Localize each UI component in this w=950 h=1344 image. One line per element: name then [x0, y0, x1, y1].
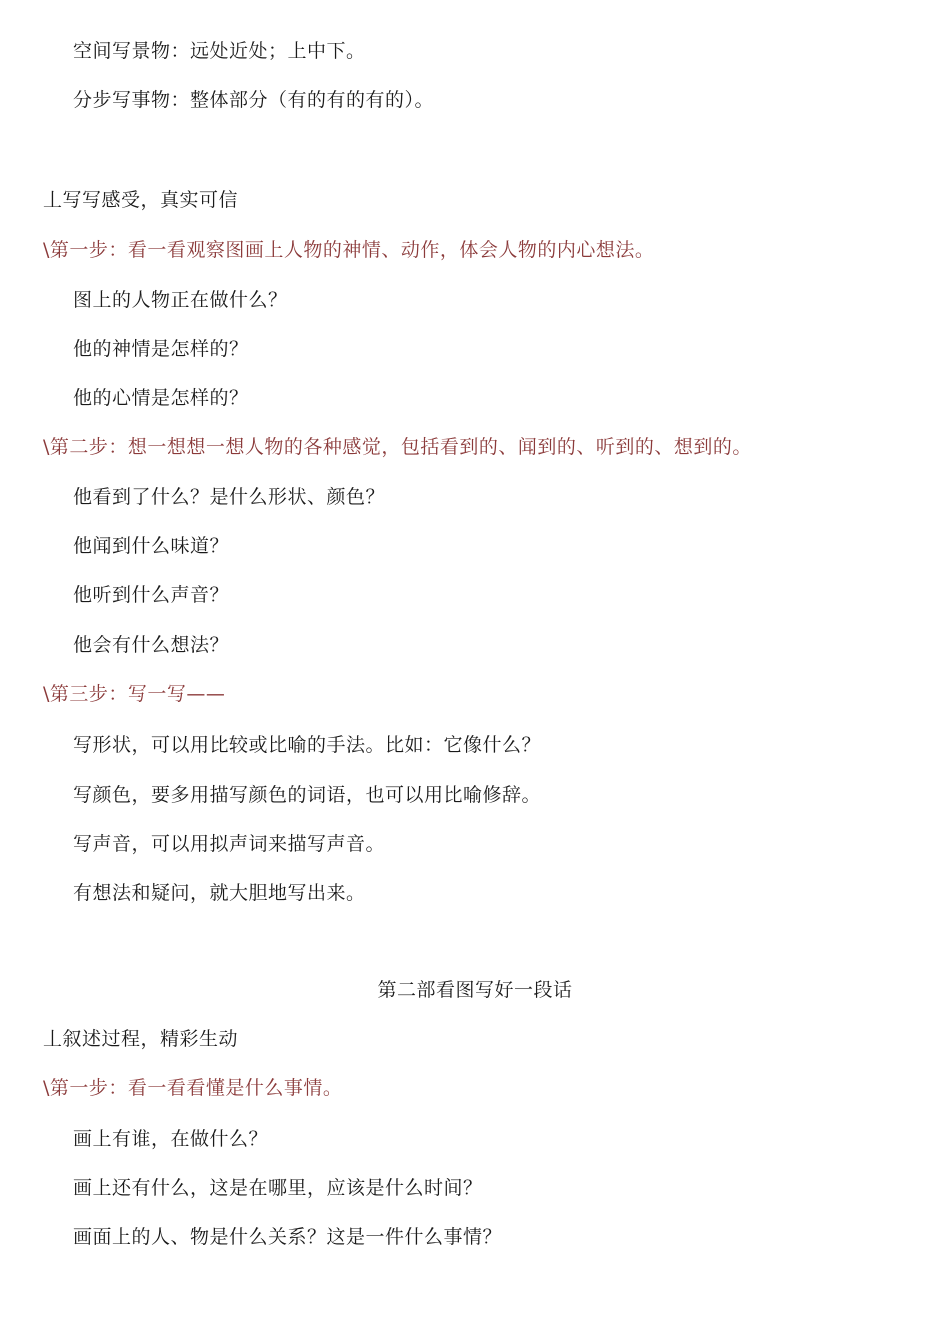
body-line: 画上还有什么，这是在哪里，应该是什么时间？: [73, 1177, 483, 1199]
body-line: 他的神情是怎样的？: [73, 338, 249, 360]
body-line: 他听到什么声音？: [73, 584, 230, 606]
section-heading: 丄写写感受，真实可信: [43, 189, 239, 211]
step-heading: \第一步：看一看观察图画上人物的神情、动作，体会人物的内心想法。: [43, 239, 655, 261]
body-line: 空间写景物：远处近处；上中下。: [73, 40, 366, 62]
section-heading: 丄叙述过程，精彩生动: [43, 1028, 239, 1050]
body-line: 图上的人物正在做什么？: [73, 289, 288, 311]
body-line: 分步写事物：整体部分（有的有的有的）。: [73, 89, 435, 111]
step-heading: \第一步：看一看看懂是什么事情。: [43, 1077, 343, 1099]
body-line: 画面上的人、物是什么关系？这是一件什么事情？: [73, 1226, 503, 1248]
body-line: 他看到了什么？是什么形状、颜色？: [73, 486, 386, 508]
body-line: 画上有谁，在做什么？: [73, 1128, 269, 1150]
body-line: 写颜色，要多用描写颜色的词语，也可以用比喻修辞。: [73, 784, 542, 806]
body-line: 写声音，可以用拟声词来描写声音。: [73, 833, 386, 855]
body-line: 写形状，可以用比较或比喻的手法。比如：它像什么？: [73, 734, 542, 756]
step-heading: \第三步：写一写——: [43, 683, 226, 705]
part-title: 第二部看图写好一段话: [377, 979, 573, 1001]
body-line: 有想法和疑问，就大胆地写出来。: [73, 882, 366, 904]
body-line: 他的心情是怎样的？: [73, 387, 249, 409]
body-line: 他会有什么想法？: [73, 634, 230, 656]
step-heading: \第二步：想一想想一想人物的各种感觉，包括看到的、闻到的、听到的、想到的。: [43, 436, 752, 458]
body-line: 他闻到什么味道？: [73, 535, 230, 557]
